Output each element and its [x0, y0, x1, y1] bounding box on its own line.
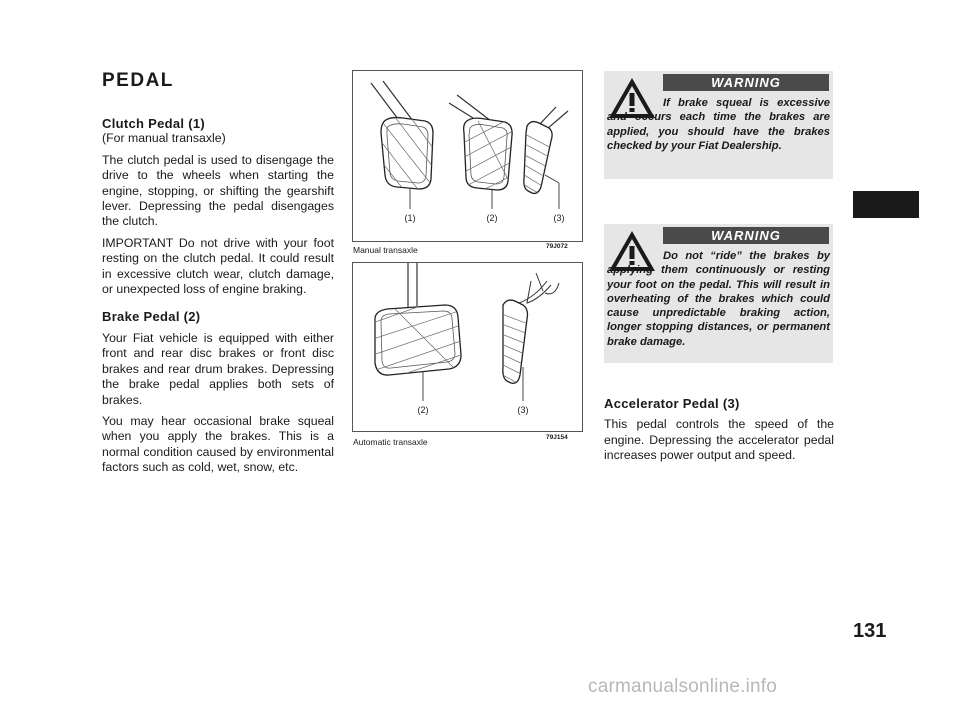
warning-text: Do not “ride” the brakes by applying them continuously or resting your foot on the pedal. This will result in overheating of the brakes which could cause unpredictable braking action, longer stopping distances, or permanent brake damage.	[607, 250, 830, 348]
manual-label-1: (1)	[404, 213, 416, 223]
pedal-illustration	[353, 71, 582, 241]
page-number: 131	[853, 620, 887, 642]
warning-box-squeal	[604, 71, 833, 179]
manual-label-3: (3)	[553, 213, 565, 223]
page-title: PEDAL	[102, 70, 174, 91]
warning-header: WARNING	[663, 227, 829, 244]
clutch-important: IMPORTANT Do not drive with your foot resting on the clutch pedal. It could result in excessive clutch wear, clutch damage, or unexpected loss of engine braking.	[102, 235, 334, 297]
accelerator-heading: Accelerator Pedal (3)	[604, 396, 740, 411]
pedal-illustration	[353, 263, 582, 431]
warning-box-ride-brakes	[604, 224, 833, 363]
automatic-figure-caption: Automatic transaxle	[353, 437, 428, 447]
manual-label-2: (2)	[486, 213, 498, 223]
brake-squeal-paragraph: You may hear occasional brake squeal when you apply the brakes. This is a normal condition caused by environmental factors such as cold, wet, snow, etc.	[102, 413, 334, 475]
manual-figure-caption: Manual transaxle	[353, 245, 418, 255]
warning-header: WARNING	[663, 74, 829, 91]
watermark: carmanualsonline.info	[588, 676, 778, 697]
brake-paragraph: Your Fiat vehicle is equipped with either front and rear disc brakes or front disc brakes and rear drum brakes. Depressing the brake pedal applies both sets of brakes.	[102, 330, 334, 407]
automatic-label-2: (2)	[417, 405, 429, 415]
accelerator-paragraph: This pedal controls the speed of the engine. Depressing the accelerator pedal increases power output and speed.	[604, 417, 834, 463]
clutch-subheading: (For manual transaxle)	[102, 131, 226, 146]
section-tab	[853, 191, 919, 218]
clutch-heading: Clutch Pedal (1)	[102, 116, 206, 131]
automatic-figure-code: 79J154	[546, 434, 568, 441]
left-column	[102, 116, 334, 482]
clutch-paragraph: The clutch pedal is used to disengage the drive to the wheels when starting the engine, stopping, or shifting the gearshift lever. Depressing the pedal disengages the clutch.	[102, 152, 334, 229]
manual-transaxle-figure	[352, 70, 583, 242]
automatic-label-3: (3)	[517, 405, 529, 415]
brake-heading: Brake Pedal (2)	[102, 309, 201, 325]
warning-text: If brake squeal is excessive and occurs each time the brakes are applied, you should have the brakes checked by your Fiat Dealership.	[607, 97, 830, 152]
manual-figure-code: 79J072	[546, 243, 568, 250]
automatic-transaxle-figure	[352, 262, 583, 432]
right-column	[604, 396, 834, 464]
